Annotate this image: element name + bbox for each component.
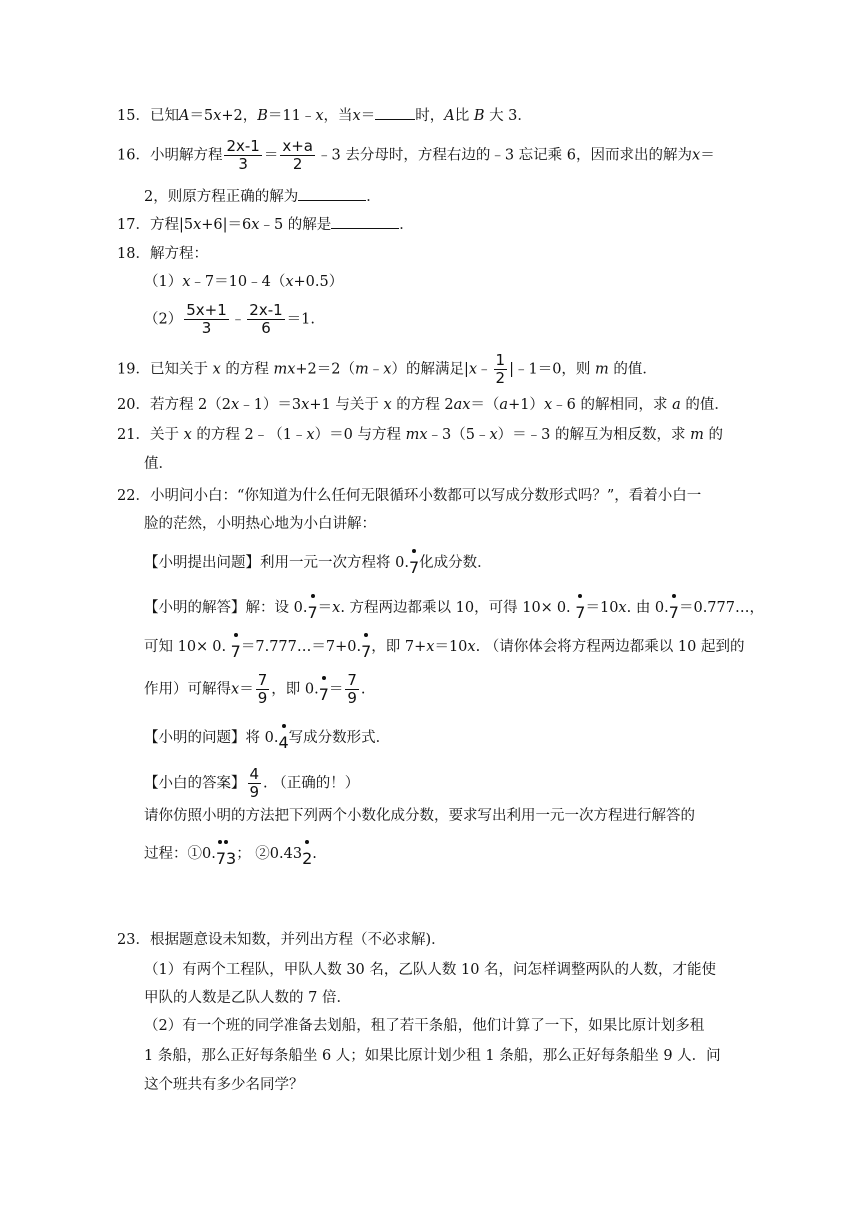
question-22-line10: 过程：①0. 73； ②0.432. [144,843,317,864]
repeating-digits: 73 [216,849,236,869]
question-number: 18． [117,246,150,262]
fraction: $\frac{4}{9}$ [249,765,260,801]
question-15: 15．已知A＝5x+2，B＝11﹣x，当x＝ 时，A比 B 大 3． [117,105,532,126]
fraction: $\frac{1}{2}$ [495,351,506,387]
repeating-digit: 4 [278,733,289,752]
question-number: 16． [117,147,150,164]
question-number: 17． [117,217,150,233]
question-23-part2-line3: 这个班共有多少名同学？ [144,1077,304,1093]
question-22-line8: 【小白的答案】 $\frac{4}{9}$ . （正确的！） [144,765,360,801]
question-number: 15． [117,108,150,124]
question-16-line2: 2，则原方程正确的解为 ． [144,186,381,207]
repeating-digit: 7 [230,642,241,661]
fraction: $\frac{2x-1}{6}$ [249,301,283,337]
question-number: 22． [117,488,150,504]
question-22-line2: 脸的茫然，小明热心地为小白讲解： [144,516,376,532]
question-18: 18．解方程： [117,246,208,262]
question-23-part1-line2: 甲队的人数是乙队人数的 7 倍． [144,990,351,1006]
question-22-line3: 【小明提出问题】利用一元一次方程将 0.7化成分数． [144,555,492,577]
question-22-line9: 请你仿照小明的方法把下列两个小数化成分数，要求写出利用一元一次方程进行解答的 [144,808,695,824]
question-23: 23．根据题意设未知数，并列出方程（不必求解)． [117,932,446,948]
question-number: 21． [117,427,150,443]
question-18-part2: （2） $\frac{5x+1}{3}$ ﹣ $\frac{2x-1}{6}$ ＝1. [144,301,316,337]
question-20: 20．若方程 2（2x﹣1）＝3x+1 与关于 x 的方程 2ax＝（a+1）x﹣6 的解相同，求 a 的值． [117,397,729,413]
question-22-line4: 【小明的解答】解：设 0.7＝x. 方程两边都乘以 10，可得 10× 0. 7＝10x. 由 0.7＝0.777…， [144,600,764,622]
repeating-digit: 7 [307,603,318,622]
question-number: 20． [117,397,150,413]
question-16: 16．小明解方程 $\frac{2x-1}{3}$ ＝ $\frac{x+a}{2}$ ﹣3 去分母时，方程右边的﹣3 忘记乘 6，因而求出的解为x＝ [117,137,715,173]
fraction: $\frac{5x+1}{3}$ [186,301,227,337]
question-number: 19． [117,361,150,378]
repeating-digit: 7 [575,603,586,622]
repeating-digit: 2 [302,849,313,868]
fraction: $\frac{x+a}{2}$ [282,137,313,173]
question-22: 22．小明问小白：“你知道为什么任何无限循环小数都可以写成分数形式吗？”，看着小白一 [117,488,702,504]
question-23-part2: （2）有一个班的同学准备去划船，租了若干条船，他们计算了一下，如果比原计划多租 [144,1018,705,1034]
answer-blank[interactable] [331,214,399,229]
question-number: 23． [117,932,150,948]
question-22-line6: 作用）可解得x＝ $\frac{7}{9}$ ，即 0.7＝ $\frac{7}{9}$ . [144,671,366,707]
repeating-digit: 7 [361,642,372,661]
question-21-line2: 值． [144,456,173,472]
fraction: $\frac{7}{9}$ [347,671,357,707]
repeating-digit: 7 [318,684,329,704]
answer-blank[interactable] [298,186,366,201]
question-21: 21．关于 x 的方程 2﹣（1﹣x）＝0 与方程 mx﹣3（5﹣x）＝﹣3 的解互为相反数，求 m 的 [117,427,723,443]
question-18-part1: （1）x﹣7＝10﹣4（x+0.5） [144,274,344,290]
question-17: 17．方程|5x+6|＝6x﹣5 的解是 ． [117,214,414,235]
answer-blank[interactable] [375,105,415,120]
question-19: 19．已知关于 x 的方程 mx+2＝2（m﹣x）的解满足|x﹣ $\frac{1}{2}$ |﹣1＝0，则 m 的值． [117,351,657,387]
fraction: $\frac{7}{9}$ [257,671,268,707]
question-23-part2-line2: 1 条船，那么正好每条船坐 6 人；如果比原计划少租 1 条船，那么正好每条船坐 9 人．问 [144,1048,721,1064]
question-23-part1: （1）有两个工程队，甲队人数 30 名，乙队人数 10 名，问怎样调整两队的人数，才能使 [144,962,717,978]
question-22-line7: 【小明的问题】将 0.4写成分数形式． [144,730,391,752]
fraction: $\frac{2x-1}{3}$ [226,137,260,173]
question-22-line5: 可知 10× 0. 7＝7.777…＝7+0.7，即 7+x＝10x. （请你体会将方程两边都乘以 10 起到的 [144,639,745,661]
repeating-digit: 7 [408,558,420,577]
repeating-digit: 7 [668,603,679,622]
